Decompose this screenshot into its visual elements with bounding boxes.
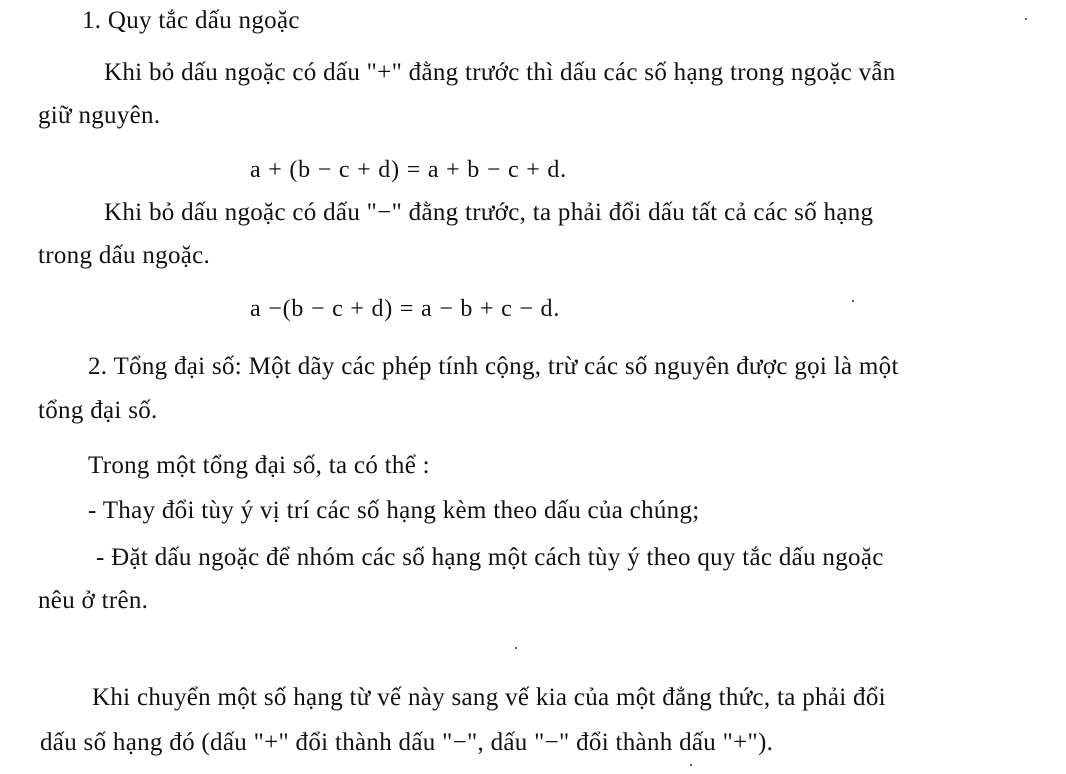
scan-speck (1025, 18, 1027, 20)
section-2-definition-line-2: tổng đại số. (38, 397, 158, 424)
scan-speck (515, 647, 517, 649)
section-2-definition-line-1: 2. Tổng đại số: Một dãy các phép tính cộng, trừ các số nguyên được gọi là một (88, 353, 899, 380)
formula-minus: a −(b − c + d) = a − b + c − d. (250, 296, 561, 322)
transfer-rule-line-1: Khi chuyển một số hạng từ vế này sang vế kia của một đẳng thức, ta phải đổi (92, 684, 886, 711)
scan-speck (690, 764, 692, 766)
bullet-item-2-line-1: - Đặt dấu ngoặc để nhóm các số hạng một cách tùy ý theo quy tắc dấu ngoặc (96, 544, 884, 571)
transfer-rule-line-2: dấu số hạng đó (dấu "+" đổi thành dấu "−", dấu "−" đổi thành dấu "+"). (40, 729, 774, 756)
section-2-intro: Trong một tổng đại số, ta có thể : (88, 452, 430, 479)
bullet-item-2-line-2: nêu ở trên. (38, 587, 149, 614)
scan-speck (852, 300, 854, 302)
rule-minus-text-line-2: trong dấu ngoặc. (38, 242, 211, 269)
bullet-item-1: - Thay đổi tùy ý vị trí các số hạng kèm theo dấu của chúng; (88, 497, 700, 524)
rule-plus-text-line-2: giữ nguyên. (38, 102, 161, 129)
rule-minus-text-line-1: Khi bỏ dấu ngoặc có dấu "−" đằng trước, ta phải đổi dấu tất cả các số hạng (104, 199, 874, 226)
formula-plus: a + (b − c + d) = a + b − c + d. (250, 157, 567, 183)
rule-plus-text-line-1: Khi bỏ dấu ngoặc có dấu "+" đằng trước thì dấu các số hạng trong ngoặc vẫn (104, 59, 896, 86)
section-1-heading: 1. Quy tắc dấu ngoặc (82, 7, 300, 34)
